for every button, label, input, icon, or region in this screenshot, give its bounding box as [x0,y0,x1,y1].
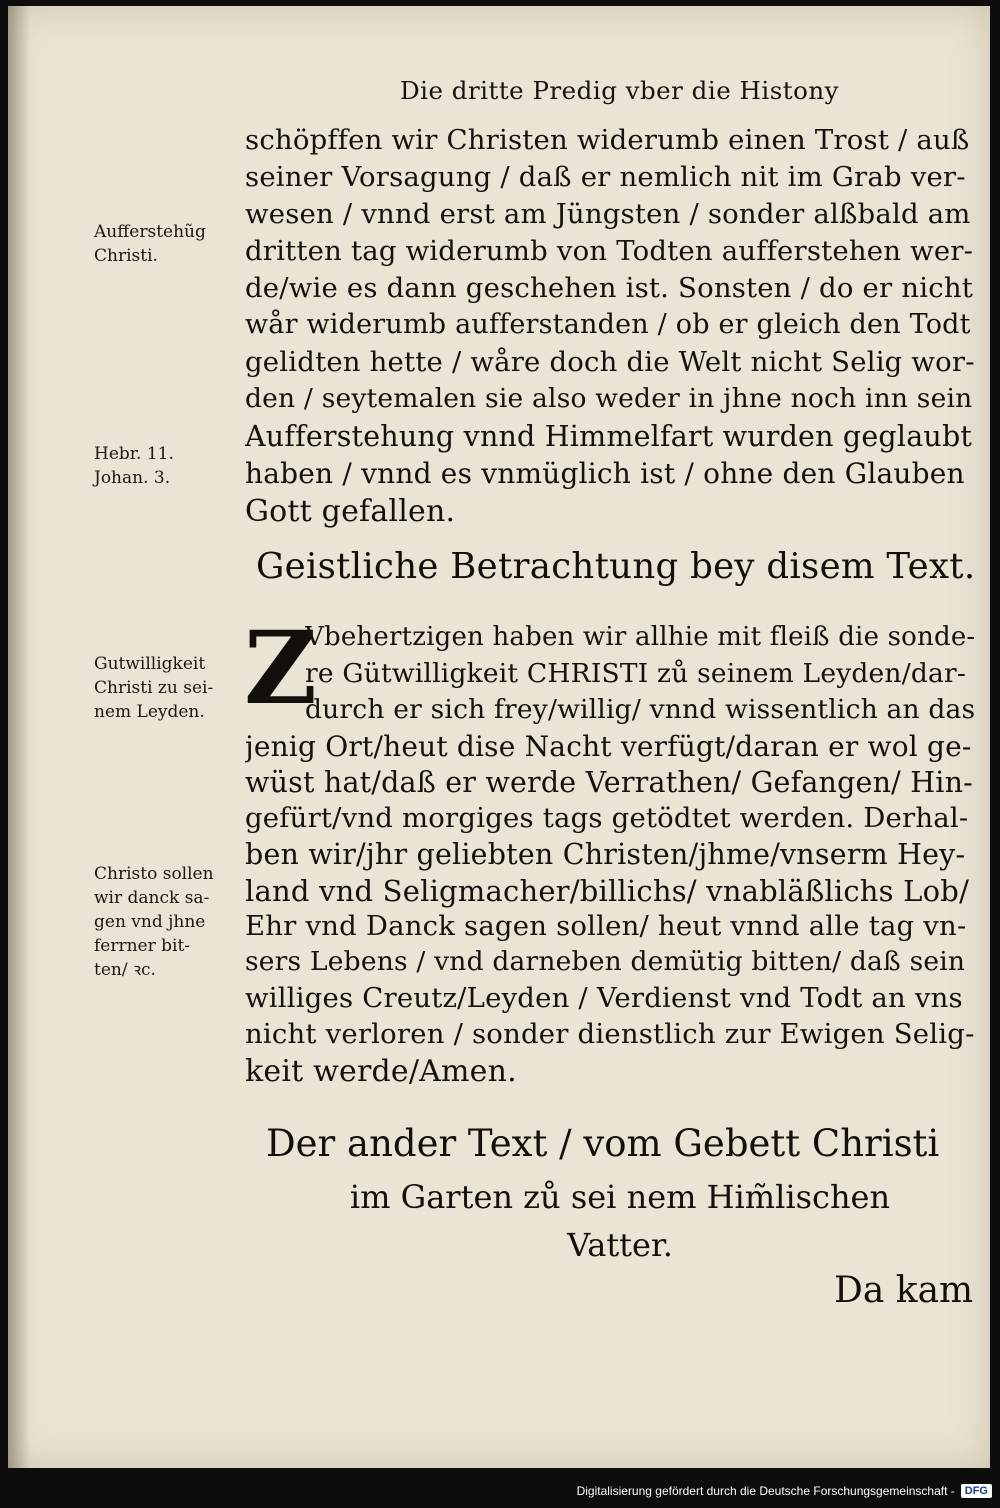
next-text-subtitle: im Garten zů sei nem Him̃lischen [349,1178,891,1216]
margin-note-aufferstehung [94,220,234,268]
margin-note-gutwilligkeit [94,652,234,724]
next-text-title: Der ander Text / vom Gebett Christi [266,1122,940,1165]
margin-note-line: ten/ ꝛc. [94,960,156,980]
margin-note-line: wir danck sa- [94,888,210,908]
text-line: Ehr vnd Danck sagen sollen/ heut vnnd alle tag vn- [245,910,967,942]
dfg-logo-icon: DFG [961,1484,992,1498]
margin-note-christo-danck [94,862,234,982]
text-line: nicht verloren / sonder dienstlich zur Ewigen Selig- [245,1018,975,1050]
text-line: ben wir/jhr geliebten Christen/jhme/vnserm Hey- [245,838,966,871]
text-line: re Gütwilligkeit CHRISTI zů seinem Leyden/dar- [305,658,967,689]
text-line: den / seytemalen sie also weder in jhne noch inn sein [245,383,973,414]
digitization-footer [577,1478,992,1504]
margin-note-line: Christo sollen [94,864,214,884]
text-line: haben / vnnd es vnmüglich ist / ohne den Glauben [245,457,965,490]
text-line: Gott gefallen. [245,494,456,529]
decorated-initial: Z [244,609,317,727]
margin-note-line: Christi zu sei- [94,678,214,698]
text-line: gelidten hette / wåre doch die Welt nicht Selig wor- [245,346,975,378]
running-head: Die dritte Predig vber die Histony [400,76,839,105]
text-line: williges Creutz/Leyden / Verdienst vnd Todt an vns [245,982,963,1014]
margin-note-line: Christi. [94,246,158,266]
margin-note-line: Hebr. 11. [94,444,174,464]
footer-credit: Digitalisierung gefördert durch die Deutsche Forschungsgemeinschaft - [576,1484,955,1498]
book-page [8,6,990,1468]
text-line: Vbehertzigen haben wir allhie mit fleiß die sonde- [305,622,975,652]
margin-note-line: Aufferstehũg [94,222,206,242]
section-title: Geistliche Betrachtung bey disem Text. [256,546,976,587]
margin-note-line: ferrner bit- [94,936,191,956]
text-line: schöpffen wir Christen widerumb einen Trost / auß [245,124,970,156]
text-line: wesen / vnnd erst am Jüngsten / sonder alßbald am [245,198,971,230]
margin-note-line: Gutwilligkeit [94,654,206,674]
text-line: seiner Vorsagung / daß er nemlich nit im Grab ver- [245,161,966,193]
text-line: keit werde/Amen. [245,1054,517,1089]
text-line: durch er sich frey/willig/ vnnd wissentlich an das [305,694,975,725]
text-line: jenig Ort/heut dise Nacht verfügt/daran er wol ge- [245,730,972,763]
text-line: de/wie es dann geschehen ist. Sonsten / do er nicht [245,272,973,304]
margin-note-line: Johan. 3. [94,468,171,488]
margin-note-hebr-johan [94,442,234,490]
margin-note-line: gen vnd jhne [94,912,206,932]
text-line: Aufferstehung vnnd Himmelfart wurden geglaubt [245,420,973,453]
text-line: wüst hat/daß er werde Verrathen/ Gefangen/ Hin- [245,766,973,799]
catchword: Da kam [834,1270,974,1311]
text-line: land vnd Seligmacher/billichs/ vnabläßlichs Lob/ [245,874,970,908]
next-text-subtitle-2: Vatter. [567,1226,673,1264]
margin-note-line: nem Leyden. [94,702,205,722]
text-line: gefürt/vnd morgiges tags getödtet werden. Derhal- [245,802,969,834]
text-line: dritten tag widerumb von Todten aufferstehen wer- [245,235,974,267]
text-line: sers Lebens / vnd darneben demütig bitten/ daß sein [245,946,966,977]
page-fold-shadow [8,6,30,1468]
text-line: wår widerumb aufferstanden / ob er gleich den Todt [245,309,971,340]
